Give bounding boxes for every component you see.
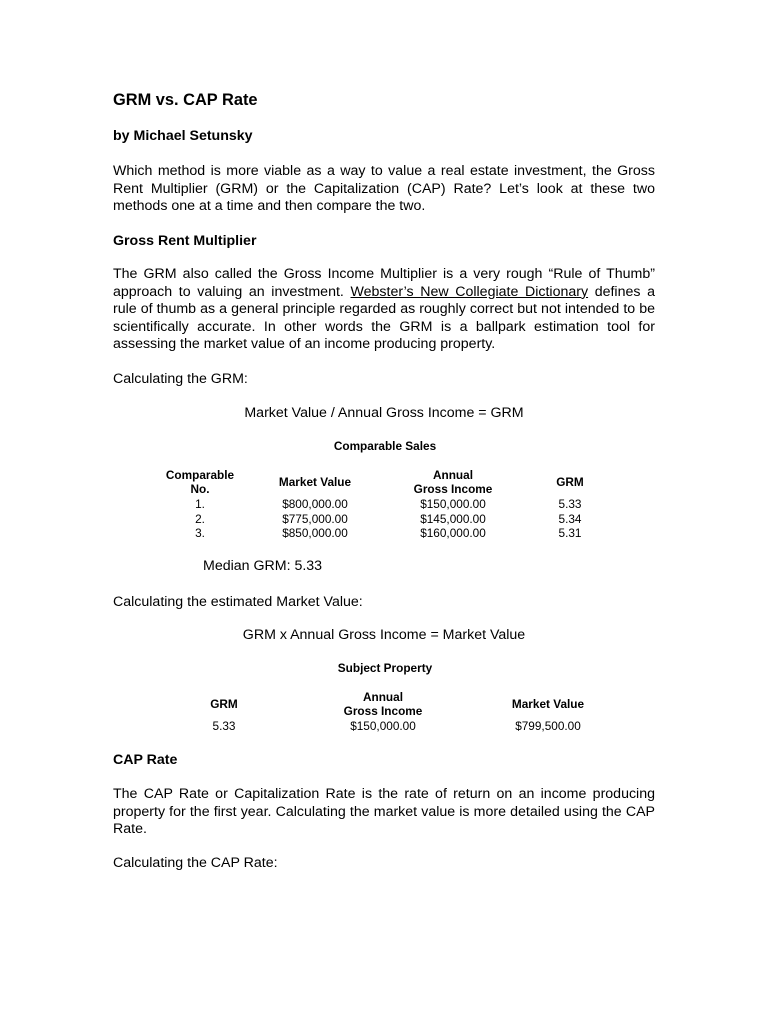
cell-no: 1. [195,497,205,511]
header-annual-gross-income [393,468,513,496]
header-annual-line1: Annual [433,468,473,482]
cell-no: 3. [195,526,205,540]
byline: by Michael Setunsky [113,128,253,144]
table-row [0,512,768,526]
table-row [0,526,768,540]
grm-paragraph-text-2: defines a rule of thumb as a general principle regarded as roughly correct but not intended to be scientifically accurate. In other words the GRM is a ballpark estimation tool for assessing the market value of an income producing property. [113,283,655,353]
cap-rate-heading: CAP Rate [113,752,178,768]
subject-header-annual-line1: Annual [363,690,403,704]
comparable-sales-rows [0,497,768,539]
table-row [0,719,768,733]
grm-calc-label: Calculating the GRM: [113,371,248,387]
header-annual-line2: Gross Income [413,482,493,496]
subject-header-annual-gross-income [323,690,443,718]
grm-paragraph [113,266,655,354]
intro-paragraph: Which method is more viable as a way to value a real estate investment, the Gross Rent Multiplier (GRM) or the Capitalization (CAP) Rate? Let’s look at these two methods one at a time and then compare the two. [113,163,655,215]
header-comparable-line2: No. [190,482,210,496]
cell-grm: 5.31 [558,526,582,540]
subject-header-market-value: Market Value [511,697,585,711]
cap-rate-paragraph: The CAP Rate or Capitalization Rate is the rate of return on an income producing property for the first year. Calculating the market value is more detailed using the CAP Rate. [113,786,655,838]
market-value-formula: GRM x Annual Gross Income = Market Value [242,627,526,643]
subject-header-grm: GRM [210,697,238,711]
cell-gross-income: $145,000.00 [420,511,486,526]
cell-gross-income: $150,000.00 [420,497,486,511]
cell-grm: 5.34 [558,511,582,526]
websters-dictionary-reference: Webster’s New Collegiate Dictionary [350,283,589,300]
market-value-calc-label: Calculating the estimated Market Value: [113,594,363,610]
subject-header-annual-line2: Gross Income [343,704,423,718]
grm-paragraph-text-1: The GRM also called the Gross Income Multiplier is a very rough “Rule of Thumb” approach to valuing an investment. [113,266,655,300]
header-grm: GRM [556,475,584,489]
cell-market-value: $775,000.00 [282,511,348,526]
cell-no: 2. [195,511,205,526]
cell-market-value: $799,500.00 [515,719,581,733]
comparable-sales-caption: Comparable Sales [333,439,437,453]
table-row [0,497,768,511]
subject-property-caption: Subject Property [337,661,433,675]
grm-heading: Gross Rent Multiplier [113,233,257,249]
page-title: GRM vs. CAP Rate [113,91,258,109]
grm-formula: Market Value / Annual Gross Income = GRM [244,405,524,421]
cell-market-value: $850,000.00 [282,526,348,540]
cell-gross-income: $160,000.00 [420,526,486,540]
cell-market-value: $800,000.00 [282,497,348,511]
header-comparable-line1: Comparable [165,468,235,482]
cell-gross-income: $150,000.00 [350,719,416,733]
cap-rate-calc-label: Calculating the CAP Rate: [113,855,278,871]
median-grm: Median GRM: 5.33 [203,558,323,574]
cell-grm: 5.33 [558,497,582,511]
header-comparable-no [150,468,250,496]
header-market-value: Market Value [278,475,352,489]
cell-grm: 5.33 [212,719,236,733]
